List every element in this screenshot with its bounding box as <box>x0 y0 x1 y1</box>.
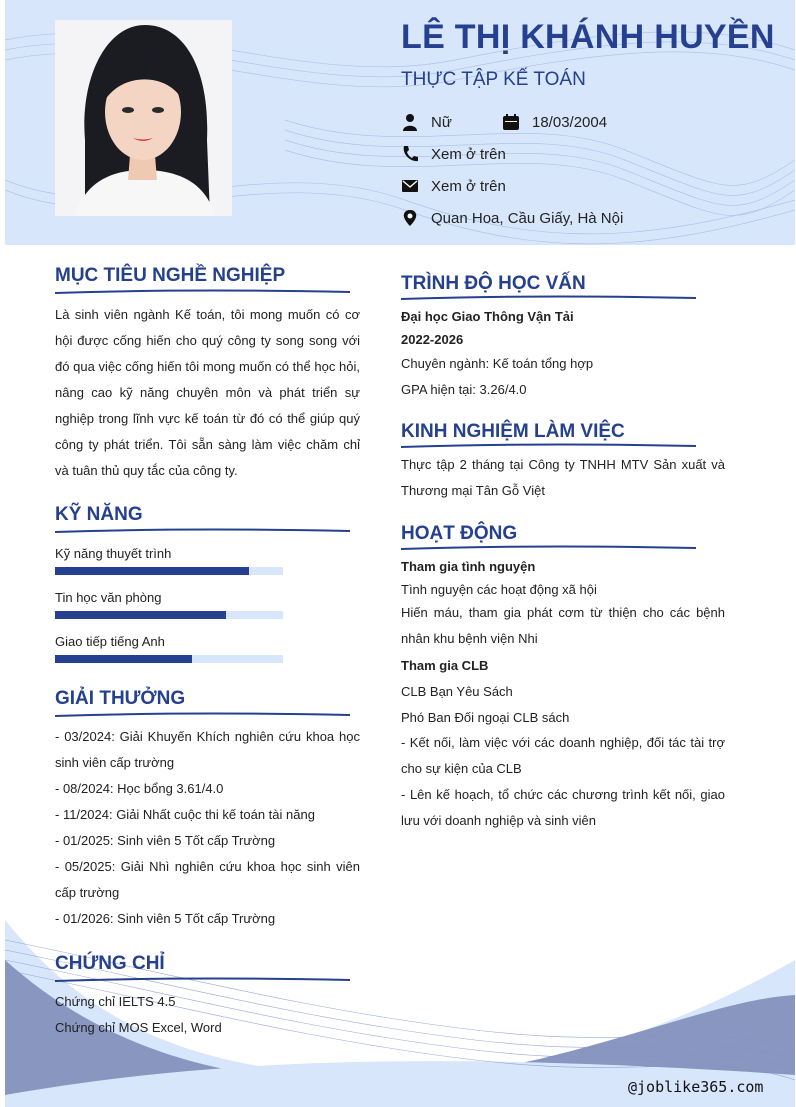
skill-fill <box>55 567 249 575</box>
job-title: THỰC TẬP KẾ TOÁN <box>401 69 586 90</box>
certificate-item: Chứng chỉ IELTS 4.5 <box>55 994 176 1009</box>
club-line: Phó Ban Đối ngoại CLB sách <box>401 710 570 725</box>
skill-bar <box>55 611 283 619</box>
skill-fill <box>55 611 226 619</box>
email-value: Xem ở trên <box>431 177 506 195</box>
user-icon <box>401 113 419 131</box>
email-icon <box>401 177 419 195</box>
awards-underline <box>55 710 350 720</box>
award-item: - 05/2025: Giải Nhì nghiên cứu khoa học sinh viên cấp trường <box>55 859 360 900</box>
site-watermark: @joblike365.com <box>628 1078 764 1096</box>
award-item: - 11/2024: Giải Nhất cuộc thi kế toán tài năng <box>55 807 315 822</box>
birthdate-value: 18/03/2004 <box>532 113 608 131</box>
experience-underline <box>401 441 696 451</box>
school-years: 2022-2026 <box>401 332 464 347</box>
major: Chuyên ngành: Kế toán tổng hợp <box>401 356 594 371</box>
gpa: GPA hiện tại: 3.26/4.0 <box>401 382 527 397</box>
objective-underline <box>55 287 350 297</box>
certificates-underline <box>55 975 350 985</box>
cv-header <box>5 0 795 245</box>
club-line: - Kết nối, làm việc với các doanh nghiệp, đối tác tài trợ cho sự kiện của CLB <box>401 735 725 776</box>
skill-label: Giao tiếp tiếng Anh <box>55 634 165 649</box>
location-icon <box>401 209 419 227</box>
volunteer-line: Hiến máu, tham gia phát cơm từ thiện cho các bệnh nhân khu bệnh viện Nhi <box>401 605 725 646</box>
awards-heading: GIẢI THƯỞNG <box>55 688 186 709</box>
profile-photo <box>55 20 232 216</box>
activities-heading: HOẠT ĐỘNG <box>401 523 518 544</box>
club-line: CLB Bạn Yêu Sách <box>401 684 513 699</box>
school-name: Đại học Giao Thông Vận Tải <box>401 309 574 324</box>
award-item: - 01/2026: Sinh viên 5 Tốt cấp Trường <box>55 911 276 926</box>
skill-label: Kỹ năng thuyết trình <box>55 546 172 561</box>
certificate-item: Chứng chỉ MOS Excel, Word <box>55 1020 222 1035</box>
phone-icon <box>401 145 419 163</box>
education-heading: TRÌNH ĐỘ HỌC VẤN <box>401 273 586 294</box>
volunteer-title: Tham gia tình nguyện <box>401 559 536 574</box>
award-item: - 03/2024: Giải Khuyến Khích nghiên cứu khoa học sinh viên cấp trường <box>55 729 360 770</box>
skill-label: Tin học văn phòng <box>55 590 162 605</box>
skill-bar <box>55 567 283 575</box>
address-row <box>401 209 623 227</box>
skill-fill <box>55 655 192 663</box>
certificates-heading: CHỨNG CHỈ <box>55 953 165 974</box>
experience-heading: KINH NGHIỆM LÀM VIỆC <box>401 421 625 442</box>
experience-text: Thực tập 2 tháng tại Công ty TNHH MTV Sản xuất và Thương mại Tân Gỗ Việt <box>401 457 725 498</box>
club-title: Tham gia CLB <box>401 658 489 673</box>
skills-heading: KỸ NĂNG <box>55 504 143 525</box>
activities-underline <box>401 543 696 553</box>
award-item: - 08/2024: Học bổng 3.61/4.0 <box>55 781 224 796</box>
objective-text: Là sinh viên ngành Kế toán, tôi mong muốn có cơ hội được cống hiến cho quý công ty song song với đó qua việc cống hiến tôi mong muốn có thể học hỏi, nâng cao kỹ năng chuyên môn và phát triển sự nghiệp trong lĩnh vực kế toán từ đó có thể giúp quý công ty phát triển. Tôi sẵn sàng làm việc chăm chỉ và tuân thủ quy tắc của công ty. <box>55 307 360 478</box>
gender-row <box>401 113 452 131</box>
candidate-name: LÊ THỊ KHÁNH HUYỀN <box>401 18 775 56</box>
education-underline <box>401 293 696 303</box>
address-value: Quan Hoa, Cầu Giấy, Hà Nội <box>431 209 624 227</box>
gender-value: Nữ <box>431 113 452 131</box>
club-line: - Lên kế hoạch, tổ chức các chương trình kết nối, giao lưu với doanh nghiệp và sinh viên <box>401 787 725 828</box>
skill-bar <box>55 655 283 663</box>
phone-row <box>401 145 506 163</box>
volunteer-line: Tình nguyện các hoạt động xã hội <box>401 582 597 597</box>
portrait-image <box>55 20 232 216</box>
email-row <box>401 177 506 195</box>
skills-underline <box>55 526 350 536</box>
calendar-icon <box>502 113 520 131</box>
phone-value: Xem ở trên <box>431 145 506 163</box>
cv-page <box>5 0 795 1107</box>
objective-heading: MỤC TIÊU NGHỀ NGHIỆP <box>55 265 286 286</box>
award-item: - 01/2025: Sinh viên 5 Tốt cấp Trường <box>55 833 276 848</box>
birthdate-row <box>502 113 607 131</box>
